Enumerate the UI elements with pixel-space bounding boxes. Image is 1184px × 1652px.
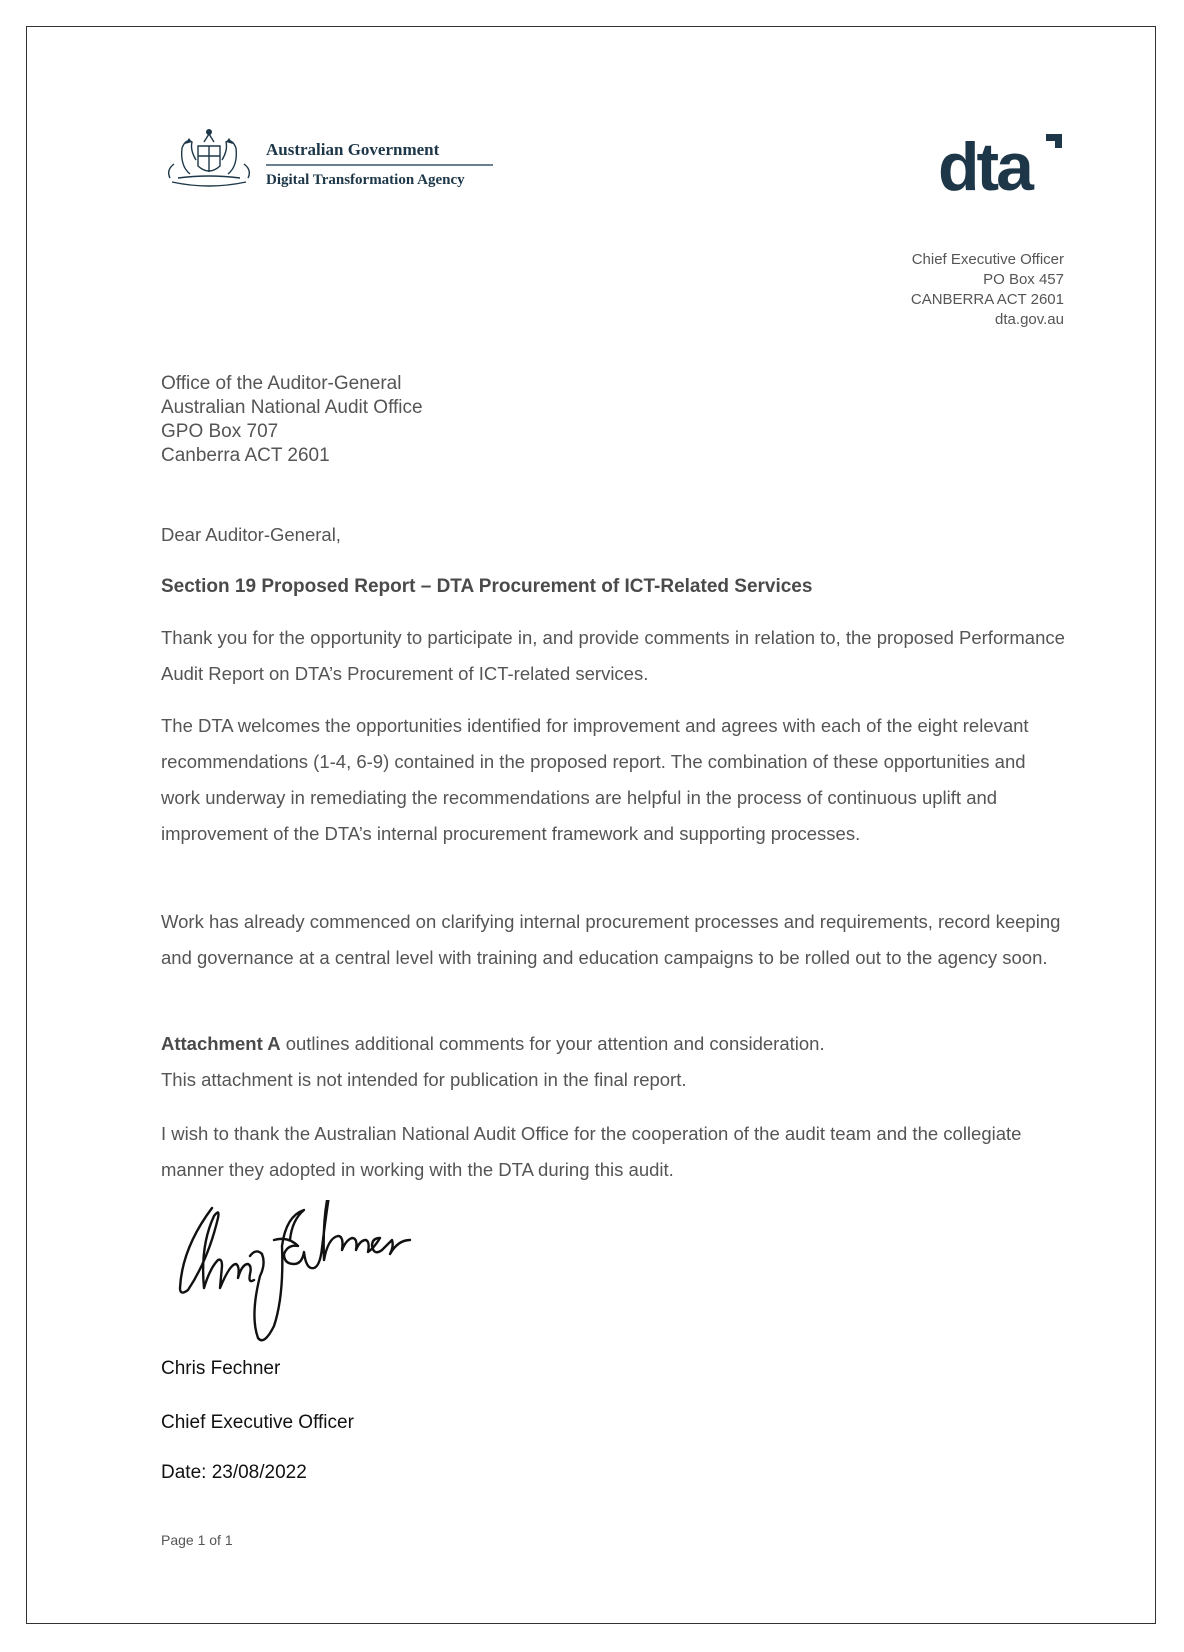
signature-date: Date: 23/08/2022 <box>161 1462 307 1483</box>
dta-logo-text: dta <box>938 132 1031 196</box>
paragraph-1: Thank you for the opportunity to participate in, and provide comments in relation to, the proposed Performance Audit Report on DTA’s Procurement of ICT-related services. <box>161 627 1065 684</box>
signer-name: Chris Fechner <box>161 1358 281 1379</box>
recipient-line-1: Office of the Auditor-General <box>161 373 402 394</box>
paragraph-2: The DTA welcomes the opportunities identified for improvement and agrees with each of the eight relevant recommendations (1-4, 6-9) contained in the proposed report. The combination of these opportunities and work underway in remediating the recommendations are helpful in the process of continuous uplift and improvement of the DTA’s internal procurement framework and supporting processes. <box>161 715 1029 844</box>
salutation: Dear Auditor-General, <box>161 524 341 545</box>
paragraph-4-rest: outlines additional comments for your attention and consideration. <box>280 1033 825 1054</box>
recipient-line-3: GPO Box 707 <box>161 421 279 442</box>
sender-line-4: dta.gov.au <box>995 311 1064 328</box>
sender-line-1: Chief Executive Officer <box>911 251 1064 268</box>
signer-title: Chief Executive Officer <box>161 1412 354 1433</box>
gov-line-2: Digital Transformation Agency <box>266 171 465 188</box>
paragraph-3: Work has already commenced on clarifying internal procurement processes and requirements, record keeping and governance at a central level with training and education campaigns to be rolled out to the agency soon. <box>161 911 1061 968</box>
recipient-line-4: Canberra ACT 2601 <box>161 445 330 466</box>
paragraph-4 <box>161 1026 1065 1098</box>
paragraph-4-line-2: This attachment is not intended for publication in the final report. <box>161 1069 687 1090</box>
sender-line-2: PO Box 457 <box>983 271 1064 288</box>
page-number: Page 1 of 1 <box>161 1532 233 1548</box>
paragraph-4-line-1 <box>161 1026 1065 1062</box>
gov-divider <box>266 164 493 166</box>
recipient-line-2: Australian National Audit Office <box>161 397 423 418</box>
sender-line-3: CANBERRA ACT 2601 <box>910 291 1064 308</box>
letter-subject: Section 19 Proposed Report – DTA Procurement of ICT-Related Services <box>161 576 813 597</box>
attachment-a-label: Attachment A <box>161 1033 281 1054</box>
gov-line-1: Australian Government <box>266 140 440 159</box>
coat-of-arms-icon <box>160 124 258 194</box>
signature <box>172 1200 462 1350</box>
gov-wordmark <box>266 140 493 189</box>
dta-logo <box>938 132 1064 196</box>
recipient-address <box>161 372 423 468</box>
sender-address <box>911 250 1064 330</box>
paragraph-5: I wish to thank the Australian National Audit Office for the cooperation of the audit team and the collegiate manner they adopted in working with the DTA during this audit. <box>161 1123 1022 1180</box>
